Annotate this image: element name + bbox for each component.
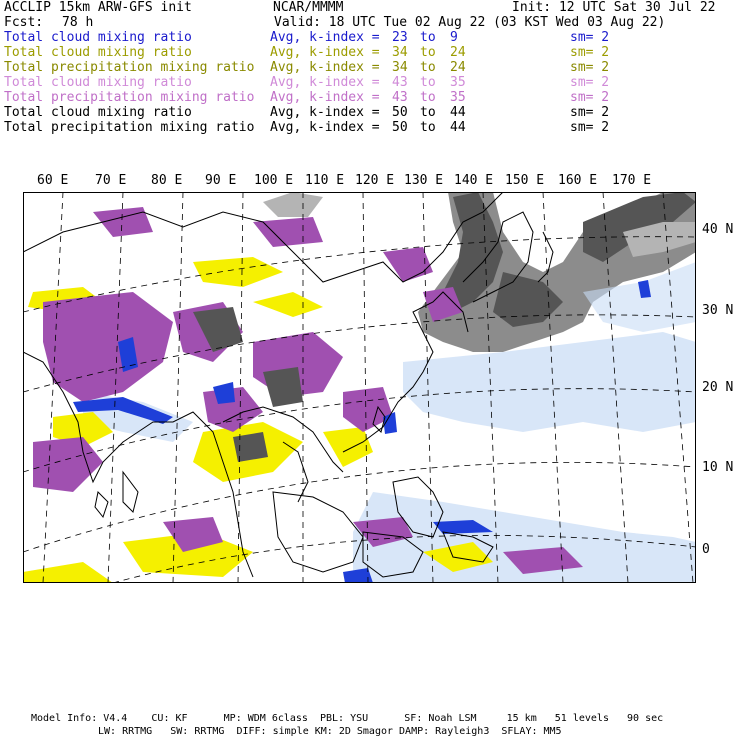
legend-field: Total cloud mixing ratio — [4, 75, 192, 90]
legend-to: to — [420, 60, 436, 75]
legend-avg: Avg, k-index = — [270, 90, 380, 105]
legend-to: to — [420, 75, 436, 90]
legend-sm: sm= 2 — [570, 120, 610, 135]
legend-sm: sm= 2 — [570, 105, 610, 120]
forecast-label: Fcst: — [4, 15, 44, 30]
legend-sm: sm= 2 — [570, 30, 610, 45]
forecast-hours: 78 h — [62, 15, 94, 30]
legend-avg: Avg, k-index = — [270, 75, 380, 90]
lat-label: 10 N — [702, 460, 734, 475]
lat-label: 20 N — [702, 380, 734, 395]
lon-label: 60 E — [37, 173, 69, 188]
legend-k1: 43 — [392, 75, 408, 90]
lat-label: 40 N — [702, 222, 734, 237]
legend-to: to — [420, 45, 436, 60]
legend-k2: 24 — [450, 45, 466, 60]
lon-label: 150 E — [505, 173, 545, 188]
lon-label: 170 E — [612, 173, 652, 188]
legend-k1: 43 — [392, 90, 408, 105]
legend-to: to — [420, 120, 436, 135]
lon-label: 100 E — [254, 173, 294, 188]
lon-label: 140 E — [454, 173, 494, 188]
legend-k2: 44 — [450, 105, 466, 120]
legend-avg: Avg, k-index = — [270, 30, 380, 45]
legend-k1: 23 — [392, 30, 408, 45]
lon-label: 80 E — [151, 173, 183, 188]
legend-avg: Avg, k-index = — [270, 105, 380, 120]
legend-sm: sm= 2 — [570, 60, 610, 75]
lon-label: 110 E — [305, 173, 345, 188]
legend-k1: 50 — [392, 105, 408, 120]
org-label: NCAR/MMMM — [273, 0, 344, 15]
legend-k2: 24 — [450, 60, 466, 75]
legend-avg: Avg, k-index = — [270, 60, 380, 75]
model-info-line2: LW: RRTMG SW: RRTMG DIFF: simple KM: 2D Smagor DAMP: Rayleigh3 SFLAY: MM5 — [98, 726, 562, 737]
legend-k1: 34 — [392, 60, 408, 75]
legend-field: Total precipitation mixing ratio — [4, 120, 255, 135]
model-title: ACCLIP 15km ARW-GFS init — [4, 0, 192, 15]
legend-k2: 9 — [450, 30, 458, 45]
lon-label: 130 E — [404, 173, 444, 188]
legend-avg: Avg, k-index = — [270, 120, 380, 135]
legend-to: to — [420, 30, 436, 45]
legend-sm: sm= 2 — [570, 45, 610, 60]
legend-field: Total cloud mixing ratio — [4, 45, 192, 60]
legend-field: Total precipitation mixing ratio — [4, 90, 255, 105]
lon-label: 160 E — [558, 173, 598, 188]
legend-field: Total cloud mixing ratio — [4, 105, 192, 120]
lon-label: 90 E — [205, 173, 237, 188]
legend-k1: 50 — [392, 120, 408, 135]
legend-field: Total precipitation mixing ratio — [4, 60, 255, 75]
legend-k2: 35 — [450, 90, 466, 105]
legend-k2: 35 — [450, 75, 466, 90]
legend-k2: 44 — [450, 120, 466, 135]
map-plot — [23, 192, 696, 583]
model-info-line1: Model Info: V4.4 CU: KF MP: WDM 6class PBL: YSU SF: Noah LSM 15 km 51 levels 90 sec — [31, 713, 664, 724]
legend-sm: sm= 2 — [570, 75, 610, 90]
lat-label: 30 N — [702, 303, 734, 318]
legend-sm: sm= 2 — [570, 90, 610, 105]
lon-label: 70 E — [95, 173, 127, 188]
lon-label: 120 E — [355, 173, 395, 188]
init-time: Init: 12 UTC Sat 30 Jul 22 — [512, 0, 716, 15]
legend-k1: 34 — [392, 45, 408, 60]
legend-avg: Avg, k-index = — [270, 45, 380, 60]
legend-to: to — [420, 105, 436, 120]
lat-label: 0 — [702, 542, 710, 557]
valid-time: Valid: 18 UTC Tue 02 Aug 22 (03 KST Wed 03 Aug 22) — [274, 15, 666, 30]
legend-field: Total cloud mixing ratio — [4, 30, 192, 45]
legend-to: to — [420, 90, 436, 105]
